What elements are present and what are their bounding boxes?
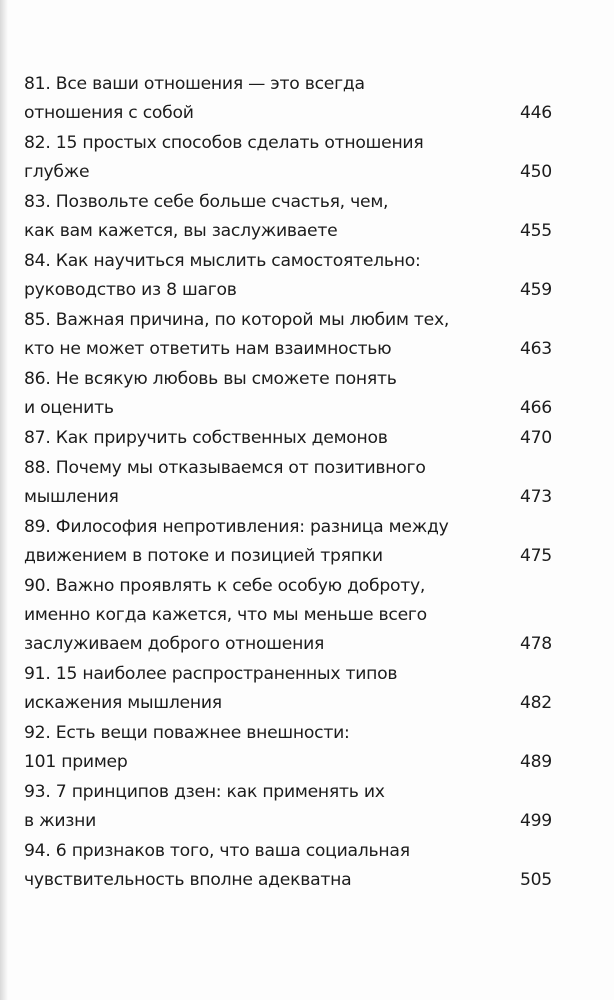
toc-entry-page-number: 478	[519, 634, 552, 654]
toc-entry-title-line: 81. Все ваши отношения — это всегда	[24, 74, 365, 94]
toc-entry-title-line: глубже	[24, 162, 90, 182]
toc-entry-title-line: 84. Как научиться мыслить самостоятельно:	[24, 251, 421, 271]
toc-entry-title-line: 86. Не всякую любовь вы сможете понять	[24, 369, 397, 389]
toc-entry-title-line: 83. Позвольте себе больше счастья, чем,	[24, 192, 389, 212]
toc-entry	[24, 306, 552, 365]
toc-entry-title-line: мышления	[24, 487, 119, 507]
toc-entry-title-line: 89. Философия непротивления: разница между	[24, 517, 449, 537]
toc-entry-title-line: 82. 15 простых способов сделать отношения	[24, 133, 424, 153]
toc-entry	[24, 129, 552, 188]
toc-entry-page-number: 463	[519, 339, 552, 359]
toc-entry	[24, 247, 552, 306]
toc-entry-title-line: чувствительность вполне адекватна	[24, 870, 352, 890]
toc-entry-page-number: 455	[519, 221, 552, 241]
toc-entry	[24, 454, 552, 513]
toc-entry-title-line: 87. Как приручить собственных демонов	[24, 428, 388, 448]
toc-entry-title-line: как вам кажется, вы заслуживаете	[24, 221, 338, 241]
toc-entry-title-line: 92. Есть вещи поважнее внешности:	[24, 723, 350, 743]
toc-entry	[24, 365, 552, 424]
toc-entry	[24, 70, 552, 129]
toc-entry	[24, 424, 552, 454]
toc-entry-page-number: 466	[519, 398, 552, 418]
toc-entry-title-line: 101 пример	[24, 752, 128, 772]
toc-entry-page-number: 505	[519, 870, 552, 890]
toc-entry-title-line: движением в потоке и позицией тряпки	[24, 546, 383, 566]
toc-entry-page-number: 459	[519, 280, 552, 300]
toc-entry	[24, 188, 552, 247]
toc-entry	[24, 572, 552, 660]
toc-entry-page-number: 482	[519, 693, 552, 713]
table-of-contents	[24, 70, 552, 896]
toc-entry-title-line: и оценить	[24, 398, 114, 418]
toc-entry-page-number: 499	[519, 811, 552, 831]
toc-entry	[24, 778, 552, 837]
toc-entry-title-line: 88. Почему мы отказываемся от позитивного	[24, 458, 426, 478]
toc-entry	[24, 660, 552, 719]
toc-entry-title-line: кто не может ответить нам взаимностью	[24, 339, 392, 359]
toc-entry-title-line: руководство из 8 шагов	[24, 280, 237, 300]
toc-entry-page-number: 473	[519, 487, 552, 507]
toc-entry-page-number: 446	[519, 103, 552, 123]
toc-entry-title-line: 85. Важная причина, по которой мы любим тех,	[24, 310, 450, 330]
toc-entry-title-line: отношения с собой	[24, 103, 194, 123]
toc-entry-title-line: искажения мышления	[24, 693, 222, 713]
toc-entry-title-line: 94. 6 признаков того, что ваша социальная	[24, 841, 410, 861]
toc-entry-title-line: в жизни	[24, 811, 97, 831]
toc-entry-page-number: 470	[519, 428, 552, 448]
toc-entry-page-number: 475	[519, 546, 552, 566]
toc-entry	[24, 837, 552, 896]
toc-entry-page-number: 489	[519, 752, 552, 772]
page-binding-shadow	[0, 0, 8, 1000]
toc-entry	[24, 513, 552, 572]
toc-entry-page-number: 450	[519, 162, 552, 182]
toc-entry-title-line: 91. 15 наиболее распространенных типов	[24, 664, 398, 684]
toc-entry-title-line: 93. 7 принципов дзен: как применять их	[24, 782, 385, 802]
toc-entry-title-line: заслуживаем доброго отношения	[24, 634, 325, 654]
toc-entry-title-line: именно когда кажется, что мы меньше всего	[24, 605, 427, 625]
toc-entry	[24, 719, 552, 778]
toc-entry-title-line: 90. Важно проявлять к себе особую доброту,	[24, 576, 426, 596]
